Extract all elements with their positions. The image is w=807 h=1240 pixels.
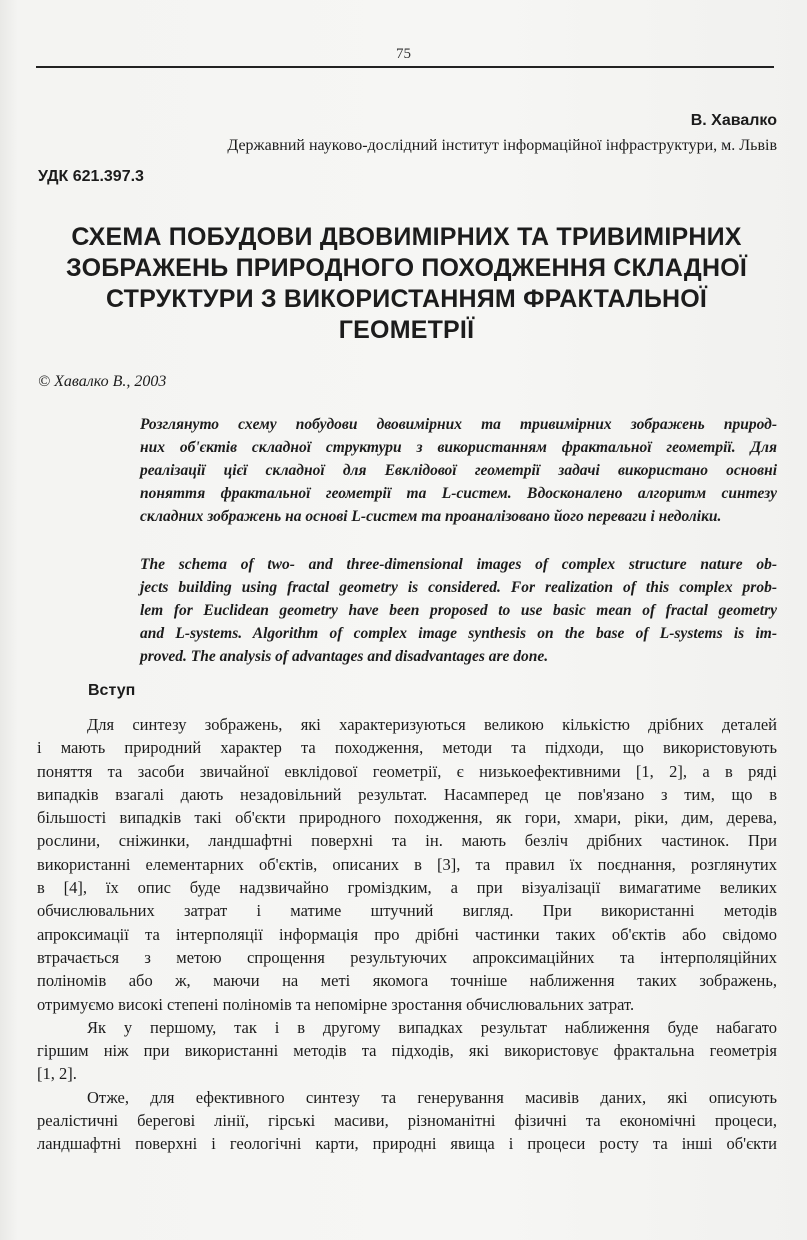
body-line: використанні елементарних об'єктів, описаних в [3], та правил їх поєднання, розглянутих — [37, 854, 777, 874]
body-line: поняття та засоби звичайної евклідової геометрії, є низькоефективними [1, 2], а в ряді — [37, 761, 777, 781]
page-number: 75 — [396, 46, 411, 62]
abstract-line: Розглянуто схему побудови двовимірних та тривимірних зображень природ- — [140, 416, 777, 433]
body-line: втрачається з метою спрощення результуючих апроксимаційних та інтерполяційних — [37, 947, 777, 967]
header-rule — [36, 66, 774, 68]
body-line: реалістичні берегові лінії, гірські масиви, різноманітні фізичні та економічні процеси, — [37, 1111, 777, 1131]
author-name: В. Хавалко — [690, 112, 777, 129]
copyright-notice: © Хавалко В., 2003 — [38, 373, 167, 390]
body-line: отримуємо високі степені поліномів та непомірне зростання обчислювальних затрат. — [37, 994, 635, 1014]
abstract-english — [140, 553, 777, 668]
article-title — [40, 222, 773, 346]
title-line: СХЕМА ПОБУДОВИ ДВОВИМІРНИХ ТА ТРИВИМІРНИХ — [71, 223, 742, 251]
body-line: обчислювальних затрат і матиме штучний вигляд. При використанні методів — [37, 901, 777, 921]
body-line: і мають природний характер та походження, методи та підходи, що використовують — [37, 738, 777, 758]
abstract-line: lem for Euclidean geometry have been proposed to use basic mean of fractal geometry — [140, 602, 777, 619]
section-heading-intro: Вступ — [88, 682, 136, 699]
body-line: Як у першому, так і в другому випадках результат наближення буде набагато — [87, 1017, 777, 1037]
title-line: ЗОБРАЖЕНЬ ПРИРОДНОГО ПОХОДЖЕННЯ СКЛАДНОЇ — [66, 254, 747, 282]
abstract-line: proved. The analysis of advantages and disadvantages are done. — [140, 648, 549, 665]
abstract-line: них об'єктів складної структури з використанням фрактальної геометрії. Для — [140, 439, 777, 456]
abstract-line: реалізації цієї складної для Евклідової геометрії задачі використано основні — [140, 462, 777, 479]
body-line: рослини, сніжинки, ландшафтні поверхні та ін. мають безліч дрібних частинок. При — [37, 831, 777, 851]
body-line: апроксимації та інтерполяції інформація про дрібні частинки таких об'єктів або свідомо — [37, 924, 777, 944]
abstract-line: and L-systems. Algorithm of complex image synthesis on the base of L-systems is im- — [140, 625, 777, 642]
udc-code: УДК 621.397.3 — [38, 168, 144, 185]
abstract-line: jects building using fractal geometry is considered. For realization of this complex prob- — [140, 579, 777, 596]
title-line: ГЕОМЕТРІЇ — [338, 316, 475, 344]
body-line: гіршим ніж при використанні методів та підходів, які використовує фрактальна геометрія — [37, 1041, 777, 1061]
body-line: в [4], їх опис буде надзвичайно громіздким, а при візуалізації вимагатиме великих — [37, 878, 777, 898]
abstract-ukrainian — [140, 413, 777, 528]
abstract-line: The schema of two- and three-dimensional images of complex structure nature ob- — [140, 556, 777, 573]
abstract-line: складних зображень на основі L-систем та проаналізовано його переваги і недоліки. — [140, 508, 722, 525]
title-line: СТРУКТУРИ З ВИКОРИСТАННЯМ ФРАКТАЛЬНОЇ — [105, 285, 707, 313]
body-line: ландшафтні поверхні і геологічні карти, природні явища і процеси росту та інші об'єкти — [37, 1134, 777, 1154]
body-text — [37, 713, 777, 1156]
author-affiliation: Державний науково-дослідний інститут інформаційної інфраструктури, м. Львів — [227, 137, 777, 154]
body-line: [1, 2]. — [37, 1064, 77, 1084]
body-line: Отже, для ефективного синтезу та генерування масивів даних, які описують — [87, 1087, 777, 1107]
body-line: випадків взагалі дають незадовільний результат. Насамперед це пов'язано з тим, що в — [37, 784, 777, 804]
body-line: поліномів або ж, маючи на меті якомога точніше наближення таких зображень, — [37, 971, 777, 991]
body-line: більшості випадків такі об'єкти природного походження, як гори, хмари, ріки, дим, дерева, — [37, 808, 777, 828]
body-line: Для синтезу зображень, які характеризуються великою кількістю дрібних деталей — [87, 715, 777, 734]
abstract-line: поняття фрактальної геометрії та L-систем. Вдосконалено алгоритм синтезу — [140, 485, 777, 502]
